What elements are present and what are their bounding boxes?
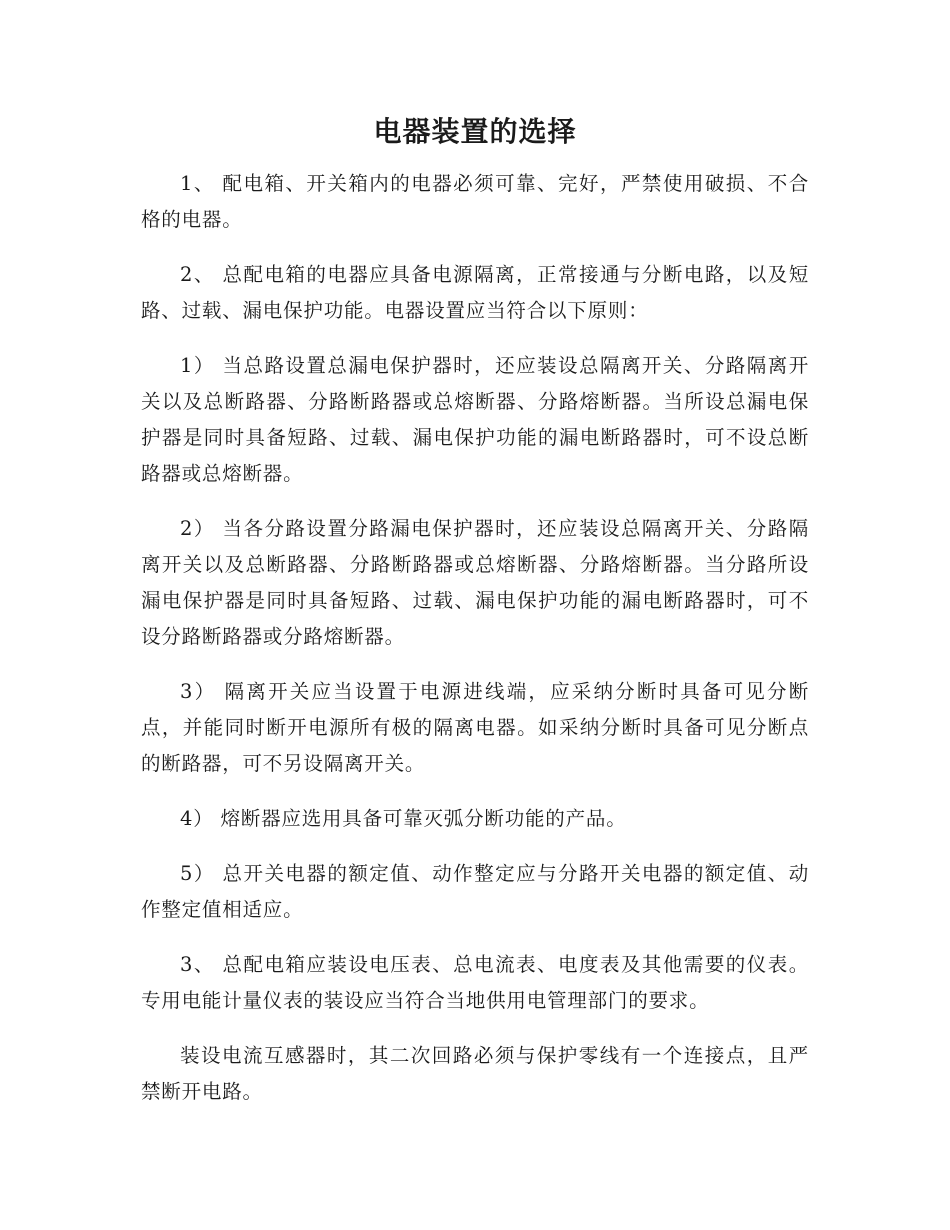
paragraph-4: 2） 当各分路设置分路漏电保护器时，还应装设总隔离开关、分路隔离开关以及总断路器、分路断路器或总熔断器、分路熔断器。当分路所设漏电保护器是同时具备短路、过载、漏电保护功能的漏电断路器时，可不设分路断路器或分路熔断器。 <box>141 517 809 648</box>
paragraph-7: 5） 总开关电器的额定值、动作整定应与分路开关电器的额定值、动作整定值相适应。 <box>141 862 809 921</box>
paragraph-1: 1、 配电箱、开关箱内的电器必须可靠、完好，严禁使用破损、不合格的电器。 <box>141 172 809 231</box>
paragraph-9: 装设电流互感器时，其二次回路必须与保护零线有一个连接点，且严禁断开电路。 <box>141 1044 809 1103</box>
paragraph-2: 2、 总配电箱的电器应具备电源隔离，正常接通与分断电路，以及短路、过载、漏电保护功能。电器设置应当符合以下原则： <box>141 263 809 322</box>
paragraph-5: 3） 隔离开关应当设置于电源进线端，应采纳分断时具备可见分断点，并能同时断开电源所有极的隔离电器。如采纳分断时具备可见分断点的断路器，可不另设隔离开关。 <box>141 680 809 775</box>
paragraph-3: 1） 当总路设置总漏电保护器时，还应装设总隔离开关、分路隔离开关以及总断路器、分路断路器或总熔断器、分路熔断器。当所设总漏电保护器是同时具备短路、过载、漏电保护功能的漏电断路器时，可不设总断路器或总熔断器。 <box>141 354 809 485</box>
paragraph-8: 3、 总配电箱应装设电压表、总电流表、电度表及其他需要的仪表。专用电能计量仪表的装设应当符合当地供用电管理部门的要求。 <box>141 953 809 1012</box>
document-title: 电器装置的选择 <box>373 115 577 148</box>
document-body <box>141 166 809 1129</box>
paragraph-6: 4） 熔断器应选用具备可靠灭弧分断功能的产品。 <box>180 807 627 830</box>
